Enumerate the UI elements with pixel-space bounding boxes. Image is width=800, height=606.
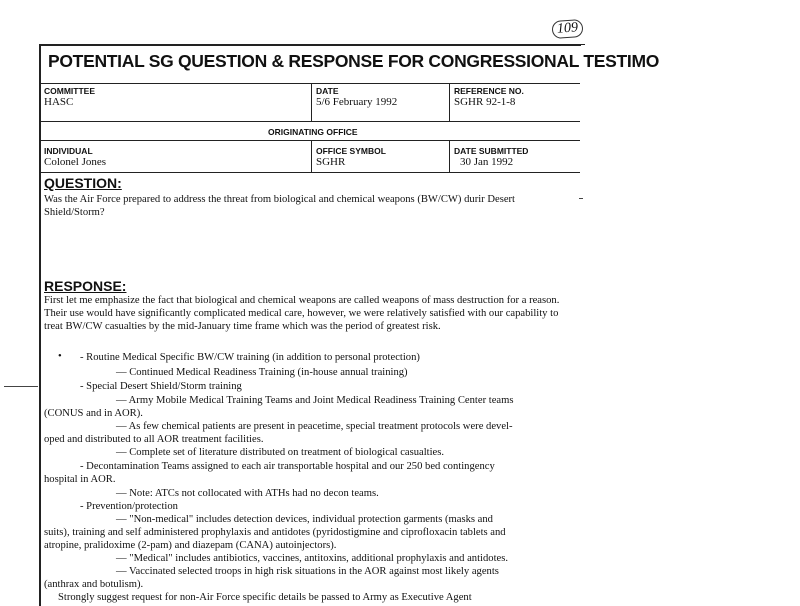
response-line: suits), training and self administered prophylaxis and antidotes (pyridostigmine and ciprofloxacin tablets and [44, 527, 506, 538]
scan-mark [579, 198, 583, 199]
response-line: — "Medical" includes antibiotics, vaccines, antitoxins, additional prophylaxis and antidotes. [116, 553, 508, 564]
bullet-dot: • [58, 351, 62, 362]
response-line: — Army Mobile Medical Training Teams and Joint Medical Readiness Training Center teams [116, 395, 514, 406]
individual-label: INDIVIDUAL [44, 146, 93, 156]
reference-value: SGHR 92-1-8 [454, 96, 516, 108]
response-line: — As few chemical patients are present in peacetime, special treatment protocols were devel- [116, 421, 513, 432]
response-line: Strongly suggest request for non-Air Force specific details be passed to Army as Executive Agent [58, 592, 472, 603]
reference-label: REFERENCE NO. [454, 86, 524, 96]
question-heading: QUESTION: [44, 175, 122, 191]
response-line: atropine, pralidoxime (2-pam) and diazepam (CANA) autoinjectors). [44, 540, 337, 551]
date-submitted-value: 30 Jan 1992 [460, 156, 514, 168]
response-line: (anthrax and botulism). [44, 579, 144, 590]
committee-value: HASC [44, 96, 74, 108]
response-line: - Decontamination Teams assigned to each air transportable hospital and our 250 bed contingency [80, 461, 495, 472]
response-line: hospital in AOR. [44, 474, 116, 485]
response-line: (CONUS and in AOR). [44, 408, 143, 419]
response-line: oped and distributed to all AOR treatment facilities. [44, 434, 264, 445]
response-intro: First let me emphasize the fact that biological and chemical weapons are called weapons of mass destruction for a reason. Their use would have significantly complicated medical care, however, we were relatively satisfied with our capability to treat BW/CW casualties by the mid-January time frame which was the period of greatest risk. [44, 295, 560, 332]
date-submitted-label: DATE SUBMITTED [454, 146, 529, 156]
question-text: Was the Air Force prepared to address the threat from biological and chemical weapons (BW/CW) durir Desert Shield/Storm? [44, 194, 515, 218]
header-col-rule-3 [311, 140, 312, 172]
scan-mark [4, 386, 38, 387]
header-rule-1 [40, 83, 580, 84]
header-col-rule-4 [449, 140, 450, 172]
response-line: - Prevention/protection [80, 501, 178, 512]
header-rule-4 [40, 172, 580, 173]
response-line: — Continued Medical Readiness Training (in-house annual training) [116, 367, 408, 378]
response-line: — Complete set of literature distributed on treatment of biological casualties. [116, 447, 445, 458]
originating-office-label: ORIGINATING OFFICE [268, 127, 358, 137]
response-line: - Special Desert Shield/Storm training [80, 381, 242, 392]
committee-label: COMMITTEE [44, 86, 95, 96]
response-heading: RESPONSE: [44, 278, 127, 294]
frame-stub [579, 44, 585, 45]
header-rule-2 [40, 121, 580, 122]
date-value: 5/6 February 1992 [316, 96, 398, 108]
individual-value: Colonel Jones [44, 156, 107, 168]
response-line: — Vaccinated selected troops in high risk situations in the AOR against most likely agents [116, 566, 499, 577]
page-number: 109 [551, 19, 583, 39]
header-col-rule-1 [311, 83, 312, 121]
header-rule-3 [40, 140, 580, 141]
response-line: — Note: ATCs not collocated with ATHs had no decon teams. [116, 488, 379, 499]
document-title: POTENTIAL SG QUESTION & RESPONSE FOR CONGRESSIONAL TESTIMO [48, 51, 660, 71]
date-label: DATE [316, 86, 339, 96]
response-line: — "Non-medical" includes detection devices, individual protection garments (masks and [116, 514, 493, 525]
header-col-rule-2 [449, 83, 450, 121]
office-symbol-value: SGHR [316, 156, 346, 168]
office-symbol-label: OFFICE SYMBOL [316, 146, 386, 156]
response-line: - Routine Medical Specific BW/CW training (in addition to personal protection) [80, 352, 420, 363]
